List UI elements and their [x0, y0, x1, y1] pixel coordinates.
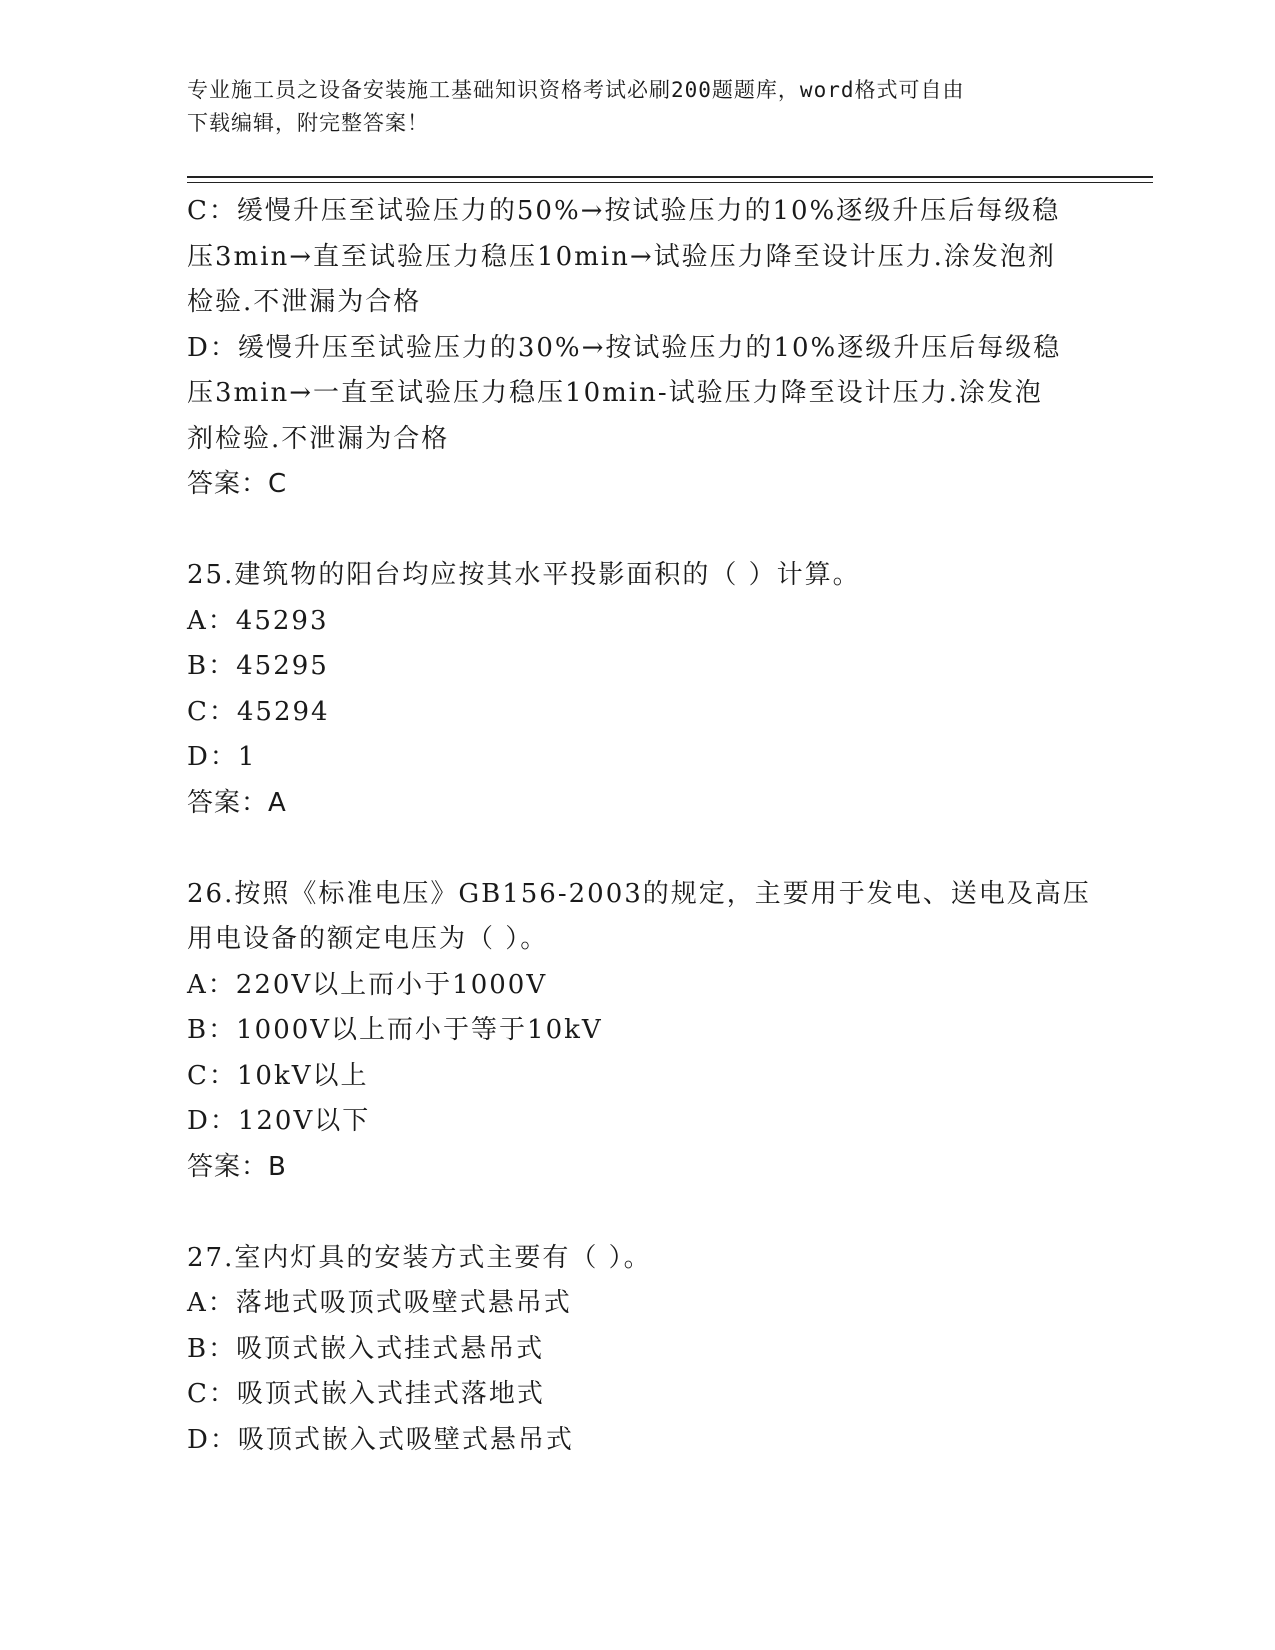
option-c-line-1: C：缓慢升压至试验压力的50%→按试验压力的10%逐级升压后每级稳: [187, 196, 1061, 226]
option-a: A：落地式吸顶式吸壁式悬吊式: [187, 1288, 572, 1318]
question-25: [187, 553, 1107, 826]
prev-question: [187, 189, 1107, 508]
option-c: C：45294: [187, 696, 330, 727]
spacer: [187, 508, 1107, 554]
question-stem-line-1: 26.按照《标准电压》GB156-2003的规定，主要用于发电、送电及高压: [187, 878, 1091, 909]
option-d-line-1: D：缓慢升压至试验压力的30%→按试验压力的10%逐级升压后每级稳: [187, 332, 1062, 363]
option-d: D：吸顶式嵌入式吸壁式悬吊式: [187, 1424, 574, 1455]
option-c-line-2: 压3min→直至试验压力稳压10min→试验压力降至设计压力.涂发泡剂: [187, 241, 1056, 272]
question-stem: 27.室内灯具的安装方式主要有（ ）。: [187, 1242, 652, 1273]
answer-label: 答案：B: [187, 1151, 287, 1182]
option-a: A：45293: [187, 605, 329, 636]
option-c: C：10kV以上: [187, 1060, 369, 1091]
header-divider-thick: [187, 176, 1153, 178]
option-d-line-3: 剂检验.不泄漏为合格: [187, 423, 450, 454]
spacer: [187, 1190, 1107, 1236]
document-body: [187, 189, 1107, 1463]
question-stem: 25.建筑物的阳台均应按其水平投影面积的（ ）计算。: [187, 560, 861, 590]
option-c-line-3: 检验.不泄漏为合格: [187, 287, 422, 317]
header-title-line-2: 下载编辑，附完整答案！: [187, 111, 429, 135]
option-a: A：220V以上而小于1000V: [187, 969, 548, 1000]
document-header: [187, 74, 1087, 140]
option-d: D：120V以下: [187, 1106, 371, 1136]
question-26: [187, 872, 1107, 1191]
answer-label: 答案：A: [187, 787, 287, 818]
option-b: B：1000V以上而小于等于10kV: [187, 1015, 603, 1045]
option-c: C：吸顶式嵌入式挂式落地式: [187, 1379, 545, 1409]
question-27: [187, 1236, 1107, 1464]
option-b: B：45295: [187, 651, 329, 681]
option-d-line-2: 压3min→一直至试验压力稳压10min-试验压力降至设计压力.涂发泡: [187, 378, 1043, 408]
header-divider-thin: [187, 182, 1153, 183]
answer-label: 答案：C: [187, 469, 288, 499]
option-d: D：1: [187, 742, 257, 772]
header-title-line-1: 专业施工员之设备安装施工基础知识资格考试必刷200题题库，word格式可自由: [187, 78, 965, 102]
question-stem-line-2: 用电设备的额定电压为（ ）。: [187, 924, 549, 954]
option-b: B：吸顶式嵌入式挂式悬吊式: [187, 1333, 545, 1364]
spacer: [187, 826, 1107, 872]
